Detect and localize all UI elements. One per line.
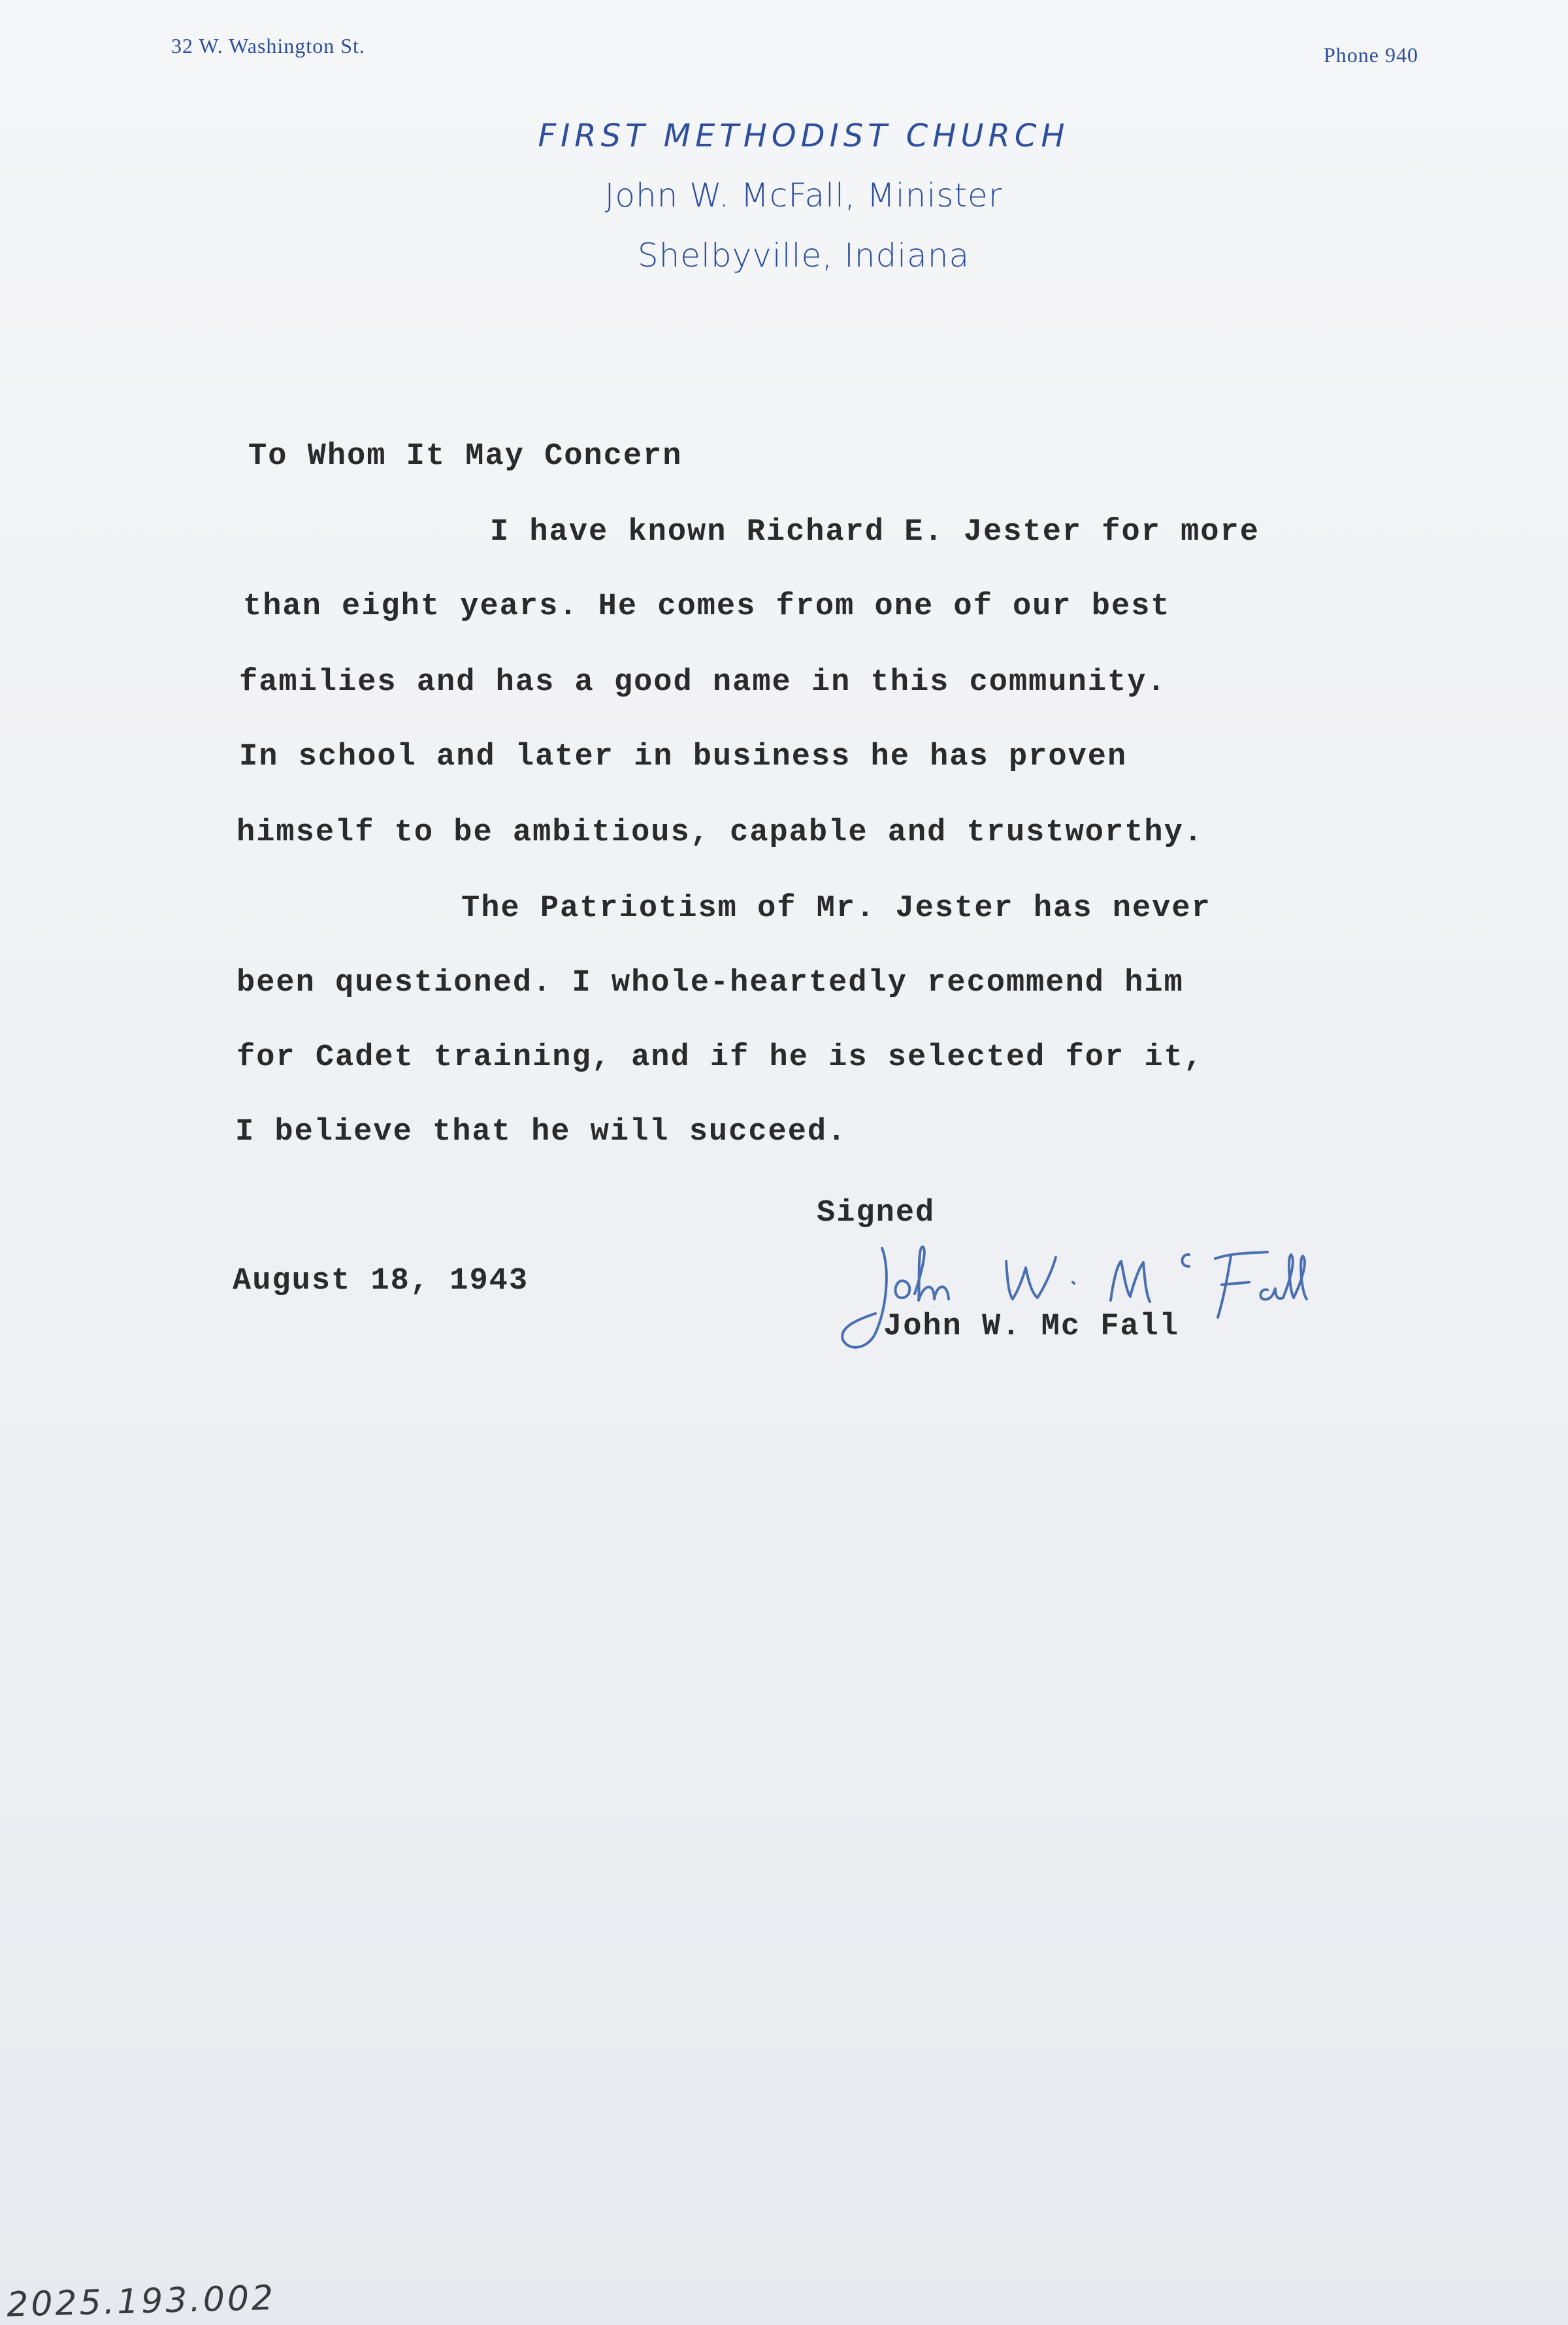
accession-number-handwritten — [3, 2266, 342, 2325]
letterhead-phone: Phone 940 — [1324, 43, 1418, 67]
paragraph1-line: In school and later in business he has proven — [239, 740, 1128, 774]
paragraph2-line: for Cadet training, and if he is selected for it, — [237, 1040, 1204, 1075]
paragraph1-line: I have known Richard E. Jester for more — [490, 515, 1260, 550]
letterhead-minister: John W. McFall, Minister — [604, 176, 1003, 214]
signed-label: Signed — [817, 1196, 936, 1230]
letterhead-city: Shelbyville, Indiana — [637, 237, 970, 274]
paragraph2-line: been questioned. I whole-heartedly recommend him — [237, 966, 1184, 1000]
paragraph2-line: I believe that he will succeed. — [235, 1115, 847, 1149]
paragraph1-line: than eight years. He comes from one of our best — [243, 589, 1171, 624]
letterhead-church-name: FIRST METHODIST CHURCH — [538, 118, 1070, 154]
paragraph1-line: himself to be ambitious, capable and trustworthy. — [237, 816, 1204, 850]
typed-signatory-name: John W. Mc Fall — [883, 1310, 1180, 1344]
letterhead-address: 32 W. Washington St. — [171, 34, 365, 58]
paragraph2-line: The Patriotism of Mr. Jester has never — [461, 891, 1211, 926]
letter-date: August 18, 1943 — [233, 1264, 529, 1298]
paragraph1-line: families and has a good name in this community. — [239, 665, 1167, 700]
svg-text:2025.193.002: 2025.193.002 — [6, 2278, 276, 2325]
salutation: To Whom It May Concern — [248, 439, 683, 474]
